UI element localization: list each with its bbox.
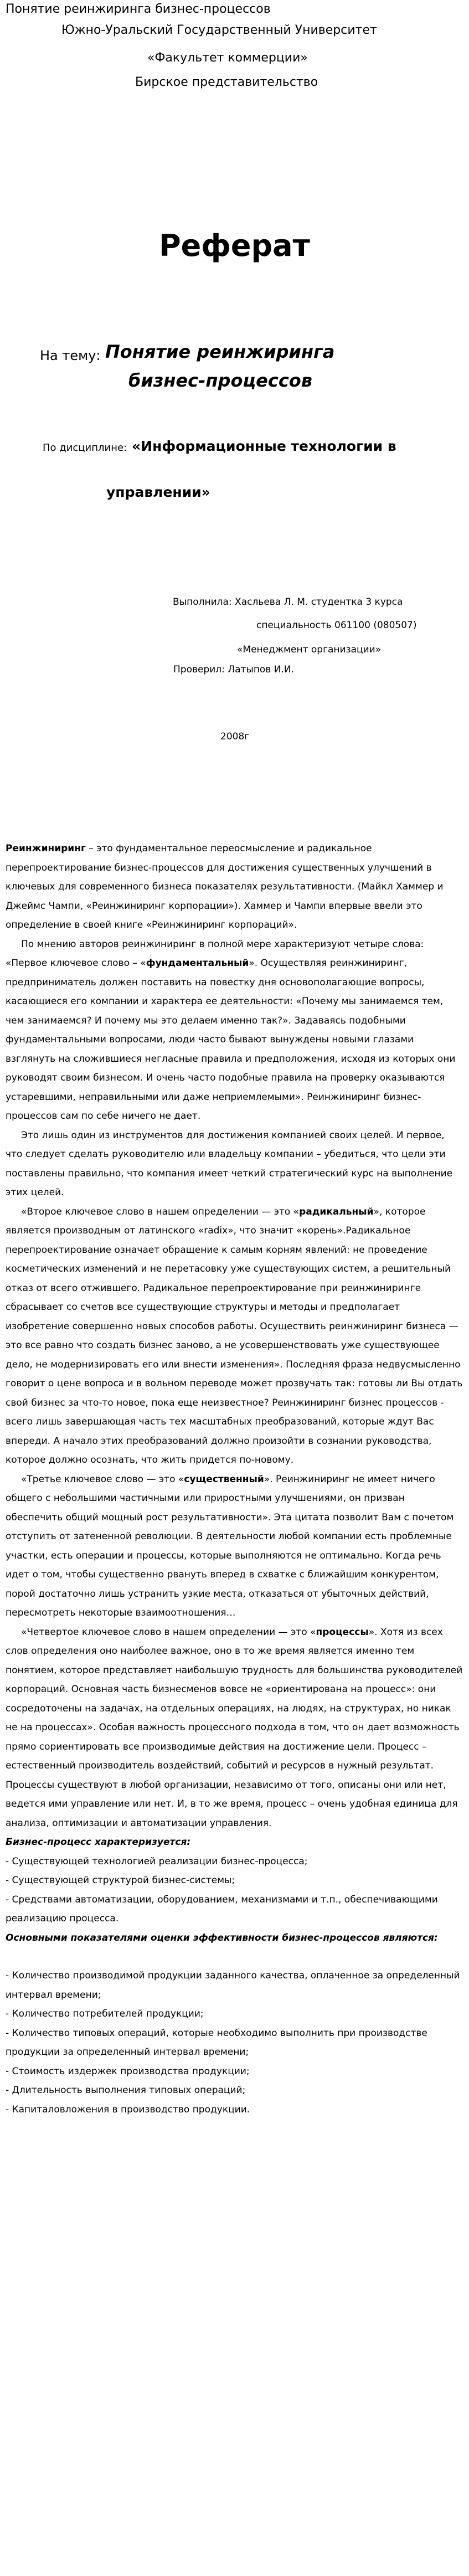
paragraph-text: – это фундаментальное переосмысление и радикальное перепроектирование бизнес-процессов для достижения существенных улучшений в ключевых для современного бизнеса показателях результативности. (Майкл Хаммер и Джеймс Чампи, «Реинжиниринг корпорации»). Хаммер и Чампи впервые ввели это определение в своей книге «Реинжиниринг корпораций».	[6, 843, 444, 930]
topic-line-2: бизнес-процессов	[128, 370, 313, 391]
paragraph-text: «Третье ключевое слово — это «	[21, 1473, 184, 1485]
list-item: - Капиталовложения в производство продукции.	[6, 2104, 250, 2115]
list-item: - Средствами автоматизации, оборудованием, механизмами и т.п., обеспечивающими реализацию процесса.	[6, 1894, 438, 1924]
paragraph-text: », которое является производным от латинского «radix», что значит «корень».Радикальное перепроектирование означает обращение к самым корням явлений: не проведение косметических изменений и не перетасовку уже существующих систем, а решительный отказ от всего отжившего. Радикальное перепроектирование при реинжиниринге сбрасывает со счетов все существующие структуры и методы и предполагает изобретение совершенно новых способов работы. Осуществить реинжиниринг бизнеса — это все равно что создать бизнес заново, а не усовершенствовать уже существующее дело, не модернизировать его или внести изменения». Последняя фраза недвусмысленно говорит о цене вопроса и в вольном переводе может прозвучать так: готовы ли Вы отдать свой бизнес за что-то новое, пока еще неизвестное? Реинжиниринг бизнес процессов - всего лишь завершающая часть тех масштабных преобразований, которые ждут Вас впереди. А начало этих преобразований должно произойти в сознании руководства, которое должно осознать, что жить придется по-новому.	[6, 1206, 463, 1466]
paragraph-text: Это лишь один из инструментов для достижения компанией своих целей. И первое, что следует сделать руководителю или владельцу компании – убедиться, что цели эти поставлены правильно, что компания имеет четкий стратегический курс на выполнение этих целей.	[6, 1129, 453, 1198]
business-process-list	[6, 1852, 463, 1929]
essay-body	[6, 839, 463, 2119]
header-doc-title: Понятие реинжиринга бизнес-процессов	[6, 2, 271, 16]
paragraph-text: ». Реинжиниринг не имеет ничего общего с небольшими частичными или приростными улучшениями, он призван обеспечить общий мощный рост результативности». Эта цитата позволит Вам с почетом отступить от затененной революции. В деятельности любой компании есть проблемные участки, есть операции и процессы, которые выполняются не оптимально. Когда речь идет о том, чтобы существенно рвануть вперед в схватке с ближайшим конкурентом, порой достаточно лишь устранить узкие места, отказаться от убыточных действий, пересмотреть некоторые взаимоотношения…	[6, 1473, 454, 1618]
paragraph-text: По мнению авторов реинжиниринг в полной мере характеризуют четыре слова: «Первое ключевое слово – «	[6, 938, 424, 969]
discipline-line-2: управлении»	[106, 484, 210, 500]
paragraph-text: ». Хотя из всех слов определения оно наиболее важное, оно в то же время является именно тем понятием, которое представляет наибольшую трудность для большинства руководителей корпораций. Основная часть бизнесменов вовсе не «ориентирована на процесс»: они сосредоточены на задачах, на отдельных операциях, на людях, на структурах, но никак не на процессах». Особая важность процессного подхода в том, что он дает возможность прямо сориентировать все производимые действия на достижение цели. Процесс – естественный производитель воздействий, событий и ресурсов в нужный результат. Процессы существуют в любой организации, независимо от того, описаны они или нет, ведется ими управление или нет. И, в то же время, процесс – очень удобная единица для анализа, оптимизации и автоматизации управления.	[6, 1626, 463, 1829]
list-item: - Количество производимой продукции заданного качества, оплаченное за определенный интервал времени;	[6, 1970, 460, 2001]
list-item: - Существующей структурой бизнес-системы;	[6, 1875, 235, 1886]
list-item: - Стоимость издержек производства продукции;	[6, 2065, 250, 2077]
paragraph-essential	[6, 1470, 463, 1623]
paragraph-definition	[6, 839, 463, 935]
header-university: Южно-Уральский Государственный Университет	[61, 23, 377, 37]
specialty: специальность 061100 (080507)	[256, 620, 417, 631]
page-title: Реферат	[159, 228, 310, 263]
header-branch: Бирское представительство	[135, 75, 318, 89]
paragraph-goals	[6, 1126, 463, 1202]
paragraph-text: «Четвертое ключевое слово в нашем определении — это «	[21, 1626, 316, 1638]
list-item: - Количество потребителей продукции;	[6, 2008, 204, 2019]
keyword-essential: существенный	[184, 1473, 264, 1485]
term-reengineering: Реинжиниринг	[6, 843, 86, 854]
keyword-fundamental: фундаментальный	[146, 958, 249, 969]
topic-label: На тему:	[40, 348, 101, 363]
paragraph-text: «Второе ключевое слово в нашем определении — это «	[21, 1206, 300, 1217]
topic-line-1: Понятие реинжиринга	[105, 341, 335, 362]
keyword-radical: радикальный	[299, 1206, 374, 1217]
performed-by: Выполнила: Хасльева Л. М. студентка 3 курса	[173, 597, 403, 608]
spacer	[6, 1947, 463, 1966]
keyword-processes: процессы	[316, 1626, 369, 1638]
paragraph-processes	[6, 1623, 463, 1833]
paragraph-radical	[6, 1202, 463, 1470]
business-process-heading: Бизнес-процесс характеризуется:	[6, 1837, 191, 1848]
header-faculty: «Факультет коммерции»	[147, 51, 308, 65]
paragraph-fundamental	[6, 935, 463, 1126]
specialty-name: «Менеджмент организации»	[237, 644, 382, 655]
discipline-line-1: «Информационные технологии в	[132, 438, 396, 454]
list-item: - Существующей технологией реализации бизнес-процесса;	[6, 1855, 308, 1867]
discipline-label: По дисциплине:	[43, 442, 127, 454]
list-item: - Длительность выполнения типовых операций;	[6, 2085, 246, 2096]
checked-by: Проверил: Латыпов И.И.	[173, 664, 294, 675]
efficiency-heading: Основными показателями оценки эффективности бизнес-процессов являются:	[6, 1932, 438, 1943]
efficiency-list	[6, 1966, 463, 2119]
list-item: - Количество типовых операций, которые необходимо выполнить при производстве продукции за определенный интервал времени;	[6, 2027, 427, 2058]
paragraph-text: ». Осуществляя реинжиниринг, предприниматель должен поставить на повестку дня основополагающие вопросы, касающиеся его компании и характера ее деятельности: «Почему мы занимаемся тем, чем занимаемся? И почему мы это делаем именно так?». Задаваясь подобными фундаментальными вопросами, люди часто бывают вынуждены новыми глазами взглянуть на сложившиеся негласные правила и предположения, исходя из которых они руководят своим бизнесом. И очень часто подобные правила на проверку оказываются устаревшими, неправильными или даже неприемлемыми». Реинжиниринг бизнес-процессов сам по себе ничего не дает.	[6, 958, 456, 1122]
year: 2008г	[220, 731, 250, 742]
